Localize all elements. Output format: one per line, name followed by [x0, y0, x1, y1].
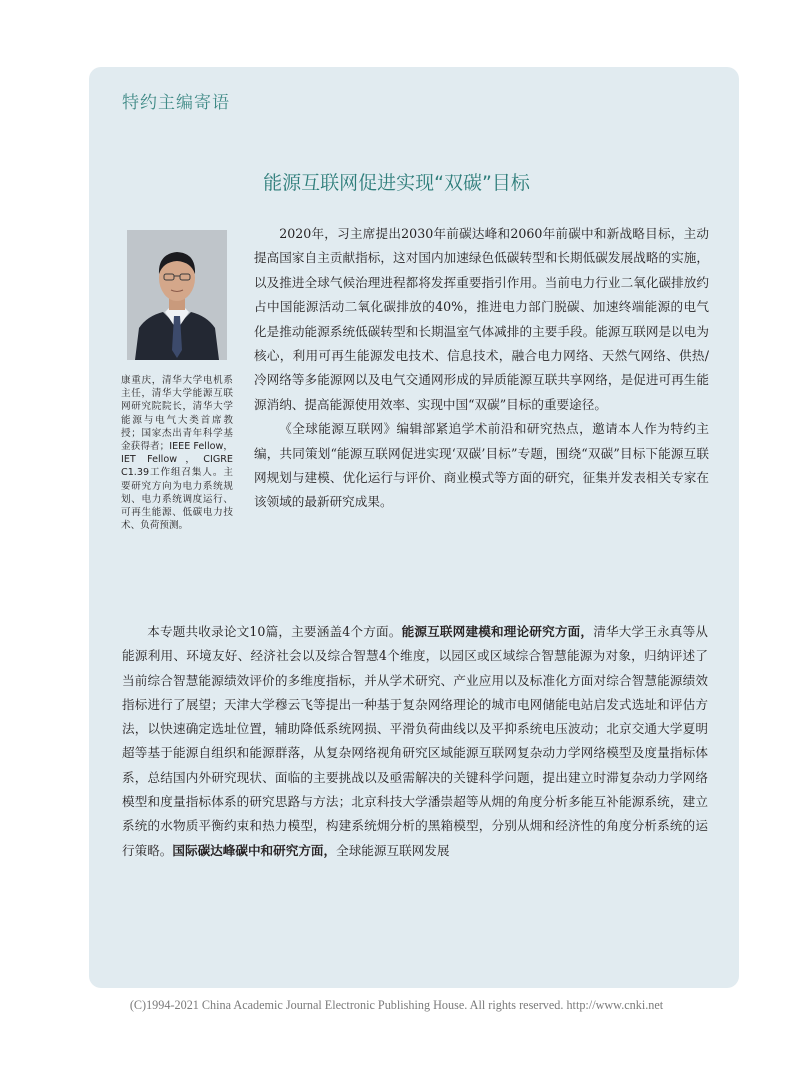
main-paragraph-part-3: 全球能源互联网发展: [336, 842, 450, 858]
article-title: 能源互联网促进实现“双碳”目标: [263, 172, 530, 194]
author-photo: [127, 230, 227, 360]
main-paragraph: [122, 620, 708, 863]
section-label: 特约主编寄语: [122, 93, 230, 113]
author-bio: 康重庆，清华大学电机系主任，清华大学能源互联网研究院院长，清华大学能源与电气大类首席教授；国家杰出青年科学基金获得者；IEEE Fellow，IET Fellow，CIGRE C1.39工作组召集人。主要研究方向为电力系统规划、电力系统调度运行、可再生能源、低碳电力技术、负荷预测。: [121, 375, 233, 532]
main-paragraph-part-2: 清华大学王永真等从能源利用、环境友好、经济社会以及综合智慧4个维度，以园区或区域综合智慧能源为对象，归纳评述了当前综合智慧能源绩效评价的多维度指标，并从学术研究、产业应用以及标准化方面对综合智慧能源绩效指标进行了展望；天津大学穆云飞等提出一种基于复杂网络理论的城市电网储能电站启发式选址和评估方法，以快速确定选址位置，辅助降低系统网损、平滑负荷曲线以及平抑系统电压波动；北京交通大学夏明超等基于能源自组织和能源群落，从复杂网络视角研究区域能源互联网复杂动力学网络模型及度量指标体系，总结国内外研究现状、面临的主要挑战以及亟需解决的关键科学问题，提出建立时滞复杂动力学网络模型和度量指标体系的研究思路与方法；北京科技大学潘崇超等从㶲的角度分析多能互补能源系统，建立系统的水物质平衡约束和热力模型，构建系统㶲分析的黑箱模型，分别从㶲和经济性的角度分析系统的运行策略。: [122, 624, 709, 858]
main-paragraph-bold-1: 能源互联网建模和理论研究方面，: [401, 624, 594, 639]
copyright-footer: (C)1994-2021 China Academic Journal Electronic Publishing House. All rights reserved. http://www.cnki.net: [129, 998, 664, 1012]
main-paragraph-part-1: 本专题共收录论文10篇，主要涵盖4个方面。: [147, 624, 402, 639]
main-paragraph-bold-2: 国际碳达峰碳中和研究方面，: [172, 842, 337, 858]
intro-paragraph-2: 《全球能源互联网》编辑部紧追学术前沿和研究热点，邀请本人作为特约主编，共同策划“能源互联网促进实现‘双碳’目标”专题，围绕“双碳”目标下能源互联网规划与建模、优化运行与评价、商业模式等方面的研究，征集并发表相关专家在该领域的最新研究成果。: [254, 421, 709, 510]
portrait-photo-icon: [127, 230, 227, 360]
intro-text: [254, 222, 709, 515]
intro-paragraph-1: 2020年，习主席提出2030年前碳达峰和2060年前碳中和新战略目标，主动提高国家自主贡献指标，这对国内加速绿色低碳转型和长期低碳发展战略的实施，以及推进全球气候治理进程都将发挥重要指引作用。当前电力行业二氧化碳排放约占中国能源活动二氧化碳排放的40%，推进电力部门脱碳、加速终端能源的电气化是推动能源系统低碳转型和长期温室气体减排的主要手段。能源互联网是以电为核心，利用可再生能源发电技术、信息技术，融合电力网络、天然气网络、供热/冷网络等多能源网以及电气交通网形成的异质能源互联共享网络，是促进可再生能源消纳、提高能源使用效率、实现中国“双碳”目标的重要途径。: [254, 226, 709, 412]
